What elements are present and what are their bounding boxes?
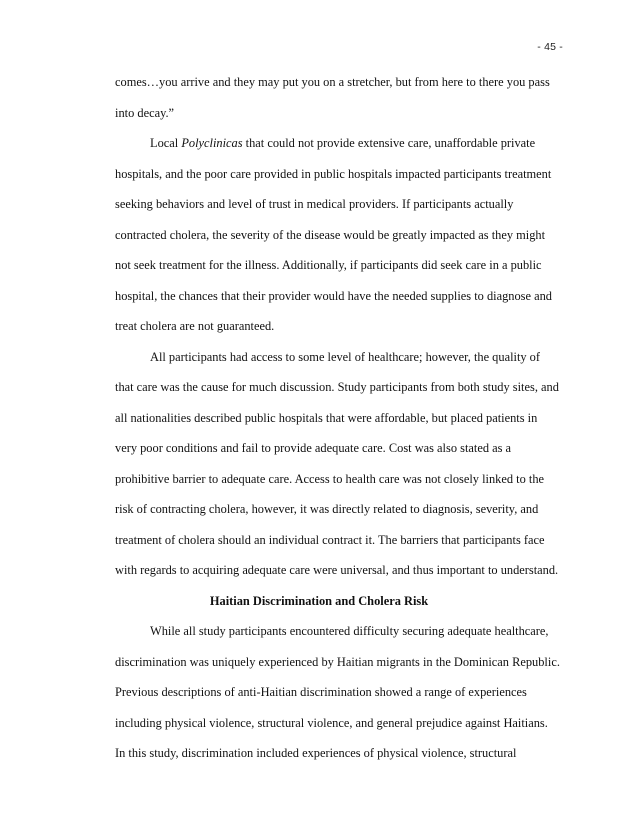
paragraph-start-line xyxy=(150,135,535,151)
text-line: In this study, discrimination included experiences of physical violence, structural xyxy=(115,746,517,760)
text-line: contracted cholera, the severity of the disease would be greatly impacted as they might xyxy=(115,228,546,242)
text-line: hospitals, and the poor care provided in public hospitals impacted participants treatment xyxy=(115,167,552,181)
text-line: Previous descriptions of anti-Haitian discrimination showed a range of experiences xyxy=(115,685,527,699)
text-line: comes…you arrive and they may put you on a stretcher, but from here to there you pass xyxy=(115,75,550,89)
page-number: - 45 - xyxy=(537,41,563,53)
text-line: treatment of cholera should an individual contract it. The barriers that participants face xyxy=(115,533,545,547)
text-line: seeking behaviors and level of trust in medical providers. If participants actually xyxy=(115,197,514,211)
text-line: very poor conditions and fail to provide adequate care. Cost was also stated as a xyxy=(115,441,512,455)
text-line: risk of contracting cholera, however, it was directly related to diagnosis, severity, and xyxy=(115,502,539,516)
text-line: into decay.” xyxy=(115,106,175,120)
text-line: discrimination was uniquely experienced by Haitian migrants in the Dominican Republic. xyxy=(115,655,560,669)
text-line: all nationalities described public hospitals that were affordable, but placed patients in xyxy=(115,411,538,425)
text-line: with regards to acquiring adequate care were universal, and thus important to understand. xyxy=(115,563,559,577)
text-line: hospital, the chances that their provider would have the needed supplies to diagnose and xyxy=(115,289,552,303)
text-line: including physical violence, structural violence, and general prejudice against Haitians. xyxy=(115,716,548,730)
paragraph-start-line: While all study participants encountered difficulty securing adequate healthcare, xyxy=(150,624,549,638)
text-line: not seek treatment for the illness. Additionally, if participants did seek care in a public xyxy=(115,258,542,272)
text-line: that care was the cause for much discussion. Study participants from both study sites, and xyxy=(115,380,559,394)
text-segment: that could not provide extensive care, unaffordable private xyxy=(242,136,536,150)
section-heading: Haitian Discrimination and Cholera Risk xyxy=(209,594,429,608)
text-line: prohibitive barrier to adequate care. Access to health care was not closely linked to the xyxy=(115,472,545,486)
paragraph-start-line: All participants had access to some level of healthcare; however, the quality of xyxy=(150,350,541,364)
italic-term: Polyclinicas xyxy=(181,136,243,150)
text-line: treat cholera are not guaranteed. xyxy=(115,319,275,333)
text-segment: Local xyxy=(150,136,182,150)
